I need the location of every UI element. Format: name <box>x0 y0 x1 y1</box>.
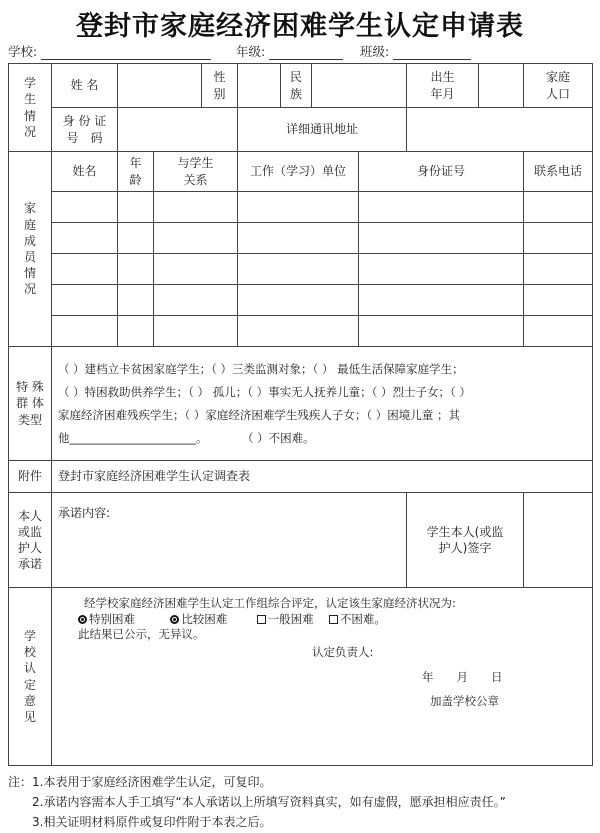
checkbox-icon <box>257 615 266 624</box>
family-cell[interactable] <box>52 254 118 285</box>
family-cell[interactable] <box>52 316 118 347</box>
special-section-label: 特 殊 群 体 类型 <box>9 347 52 461</box>
school-label: 学校: <box>8 44 38 59</box>
family-section-label: 家 庭 成 员 情 况 <box>9 152 52 347</box>
ethnicity-label: 民 族 <box>281 64 312 108</box>
family-cell[interactable] <box>52 192 118 223</box>
grade-field <box>236 42 343 60</box>
family-cell[interactable] <box>118 223 154 254</box>
household-label: 家庭 人口 <box>524 64 593 108</box>
family-cell[interactable] <box>359 316 524 347</box>
checked-circle-icon <box>78 615 87 624</box>
gender-label: 性 别 <box>202 64 238 108</box>
grade-label: 年级: <box>236 44 266 59</box>
family-cell[interactable] <box>238 223 359 254</box>
family-cell[interactable] <box>154 254 238 285</box>
option-very-difficult[interactable]: 特别困难 <box>78 612 135 626</box>
class-field <box>360 42 471 60</box>
family-cell[interactable] <box>524 285 593 316</box>
special-line: （ ）建档立卡贫困家庭学生；（ ）三类监测对象；（ ） 最低生活保障家庭学生； <box>58 361 464 376</box>
family-col-phone: 联系电话 <box>524 152 593 192</box>
class-input-line[interactable] <box>393 46 471 60</box>
family-col-age: 年 龄 <box>118 152 154 192</box>
family-cell[interactable] <box>524 192 593 223</box>
family-row <box>9 254 593 285</box>
attachment-label: 附件 <box>9 461 52 493</box>
school-field <box>8 42 211 60</box>
grade-input-line[interactable] <box>269 46 343 60</box>
family-cell[interactable] <box>524 316 593 347</box>
special-line: （ ）特困救助供养学生；（ ） 孤儿；（ ）事实无人抚养儿童；（ ）烈士子女；（ ） <box>58 384 471 399</box>
responsible-label: 认定负责人: <box>312 644 374 659</box>
checked-circle-icon <box>170 615 179 624</box>
school-input-line[interactable] <box>41 46 211 60</box>
option-not-difficult[interactable]: 不困难。 <box>329 612 386 626</box>
family-cell[interactable] <box>118 285 154 316</box>
school-opinion-section-label: 学 校 认 定 意 见 <box>9 588 52 766</box>
attachment-text: 登封市家庭经济困难学生认定调查表 <box>52 461 593 493</box>
option-relatively-difficult[interactable]: 比较困难 <box>170 612 227 626</box>
family-col-id: 身份证号 <box>359 152 524 192</box>
family-row <box>9 192 593 223</box>
family-cell[interactable] <box>238 192 359 223</box>
name-label: 姓 名 <box>52 64 118 108</box>
special-line: 他______________________。 （ ）不困难。 <box>58 430 315 445</box>
family-cell[interactable] <box>52 285 118 316</box>
opinion-line1: 经学校家庭经济困难学生认定工作组综合评定，认定该生家庭经济状况为: <box>84 596 456 610</box>
notes <box>8 772 506 832</box>
ethnicity-input[interactable] <box>312 64 407 108</box>
option-generally-difficult[interactable]: 一般困难 <box>257 612 314 626</box>
family-cell[interactable] <box>154 223 238 254</box>
opinion-line3: 此结果已公示，无异议。 <box>78 627 205 642</box>
family-cell[interactable] <box>359 192 524 223</box>
id-label: 身 份 证 号 码 <box>52 108 118 152</box>
family-cell[interactable] <box>359 223 524 254</box>
special-group-options[interactable] <box>52 347 593 461</box>
family-cell[interactable] <box>118 254 154 285</box>
address-input[interactable] <box>407 108 593 152</box>
family-row <box>9 316 593 347</box>
id-input[interactable] <box>118 108 238 152</box>
signature-label: 学生本人(或监 护人)签字 <box>407 493 524 588</box>
birth-label: 出生 年月 <box>407 64 479 108</box>
special-line: 家庭经济困难残疾学生；（ ）家庭经济困难学生残疾人子女；（ ）困境儿童 ；其 <box>58 407 460 422</box>
class-label: 班级: <box>360 44 390 59</box>
family-cell[interactable] <box>154 192 238 223</box>
note-line: 注：1.本表用于家庭经济困难学生认定，可复印。 <box>8 775 272 789</box>
name-input[interactable] <box>118 64 202 108</box>
family-col-name: 姓名 <box>52 152 118 192</box>
checkbox-icon <box>329 615 338 624</box>
commitment-section-label: 本人 或监 护人 承诺 <box>9 493 52 588</box>
student-section-label: 学 生 情 况 <box>9 64 52 152</box>
form-title: 登封市家庭经济困难学生认定申请表 <box>76 11 524 42</box>
family-cell[interactable] <box>359 285 524 316</box>
school-opinion-field <box>52 588 593 766</box>
opinion-options <box>78 612 582 628</box>
note-line: 2.承诺内容需本人手工填写“本人承诺以上所填写资料真实，如有虚假，愿承担相应责任。” <box>8 795 506 809</box>
commitment-content-field[interactable] <box>52 493 407 588</box>
family-cell[interactable] <box>524 254 593 285</box>
family-cell[interactable] <box>359 254 524 285</box>
stamp-label: 加盖学校公章 <box>430 693 499 708</box>
family-cell[interactable] <box>238 254 359 285</box>
family-row <box>9 223 593 254</box>
note-line: 3.相关证明材料原件或复印件附于本表之后。 <box>8 815 272 829</box>
date-line: 年 月 日 <box>422 670 503 685</box>
family-row <box>9 285 593 316</box>
family-cell[interactable] <box>118 192 154 223</box>
family-col-relation: 与学生 关系 <box>154 152 238 192</box>
signature-input[interactable] <box>524 493 593 588</box>
family-cell[interactable] <box>238 316 359 347</box>
family-cell[interactable] <box>154 285 238 316</box>
family-col-workplace: 工作（学习）单位 <box>238 152 359 192</box>
gender-input[interactable] <box>238 64 281 108</box>
family-cell[interactable] <box>154 316 238 347</box>
birth-input[interactable] <box>479 64 524 108</box>
commitment-content-label: 承诺内容: <box>58 506 111 520</box>
family-cell[interactable] <box>118 316 154 347</box>
address-label: 详细通讯地址 <box>238 108 407 152</box>
application-form-table <box>8 63 593 766</box>
family-cell[interactable] <box>238 285 359 316</box>
family-cell[interactable] <box>524 223 593 254</box>
family-cell[interactable] <box>52 223 118 254</box>
